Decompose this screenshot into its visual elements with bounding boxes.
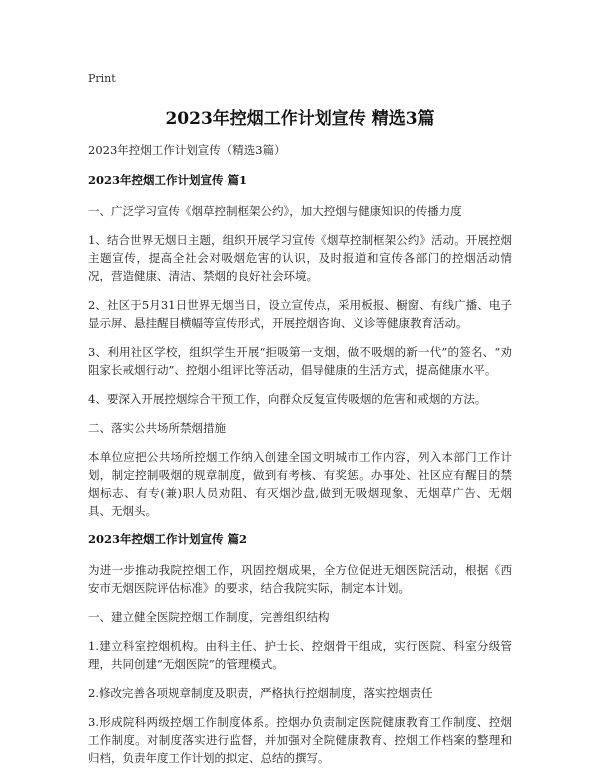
paragraph: 2.修改完善各项规章制度及职责，严格执行控烟制度，落实控烟责任: [88, 686, 433, 700]
paragraph: 2、社区于5月31日世界无烟当日，设立宣传点，采用板报、橱窗、有线广播、电子显示屏、悬挂醒目横幅等宣传形式，开展控烟咨询、义诊等健康教育活动。: [88, 298, 512, 330]
paragraph: 3、利用社区学校，组织学生开展“拒吸第一支烟，做不吸烟的新一代”的签名、“劝阻家长戒烟行动”、控烟小组评比等活动，倡导健康的生活方式，提高健康水平。: [88, 345, 512, 377]
paragraph: 4、要深入开展控烟综合干预工作，向群众反复宣传吸烟的危害和戒烟的方法。: [88, 392, 487, 406]
paragraph: 为进一步推动我院控烟工作，巩固控烟成果，全方位促进无烟医院活动，根据《西安市无烟医院评估标准》的要求，结合我院实际，制定本计划。: [88, 563, 512, 595]
section-1: [88, 172, 512, 520]
print-label: Print: [88, 72, 116, 85]
paragraph: 本单位应把公共场所控烟工作纳入创建全国文明城市工作内容，列入本部门工作计划，制定控制吸烟的规章制度，做到有考核、有奖惩。办事处、社区应有醒目的禁烟标志、有专(兼)职人员劝阻、有灭烟沙盘,做到无吸烟现象、无烟草广告、无烟具、无烟头。: [88, 450, 512, 518]
document-subtitle: 2023年控烟工作计划宣传（精选3篇）: [88, 143, 286, 157]
document-title: 2023年控烟工作计划宣传 精选3篇: [165, 109, 435, 129]
section-heading: 2023年控烟工作计划宣传 篇1: [88, 173, 248, 187]
paragraph: 二、落实公共场所禁烟措施: [88, 421, 226, 435]
paragraph: 一、建立健全医院控烟工作制度，完善组织结构: [88, 610, 330, 624]
paragraph: 3.形成院科两级控烟工作制度体系。控烟办负责制定医院健康教育工作制度、控烟工作制度。对制度落实进行监督，并加强对全院健康教育、控烟工作档案的整理和归档，负责年度工作计划的拟定、总结的撰写。: [88, 715, 512, 765]
paragraph: 1.建立科室控烟机构。由科主任、护士长、控烟骨干组成，实行医院、科室分级管理，共同创建“无烟医院”的管理模式。: [88, 639, 512, 671]
paragraph: 一、广泛学习宣传《烟草控制框架公约》，加大控烟与健康知识的传播力度: [88, 204, 462, 218]
section-2: [88, 531, 512, 767]
section-heading: 2023年控烟工作计划宣传 篇2: [88, 532, 248, 546]
paragraph: 1、结合世界无烟日主题，组织开展学习宣传《烟草控制框架公约》活动。开展控烟主题宣传，提高全社会对吸烟危害的认识，及时报道和宣传各部门的控烟活动情况，营造健康、清洁、禁烟的良好社会环境。: [88, 233, 512, 283]
